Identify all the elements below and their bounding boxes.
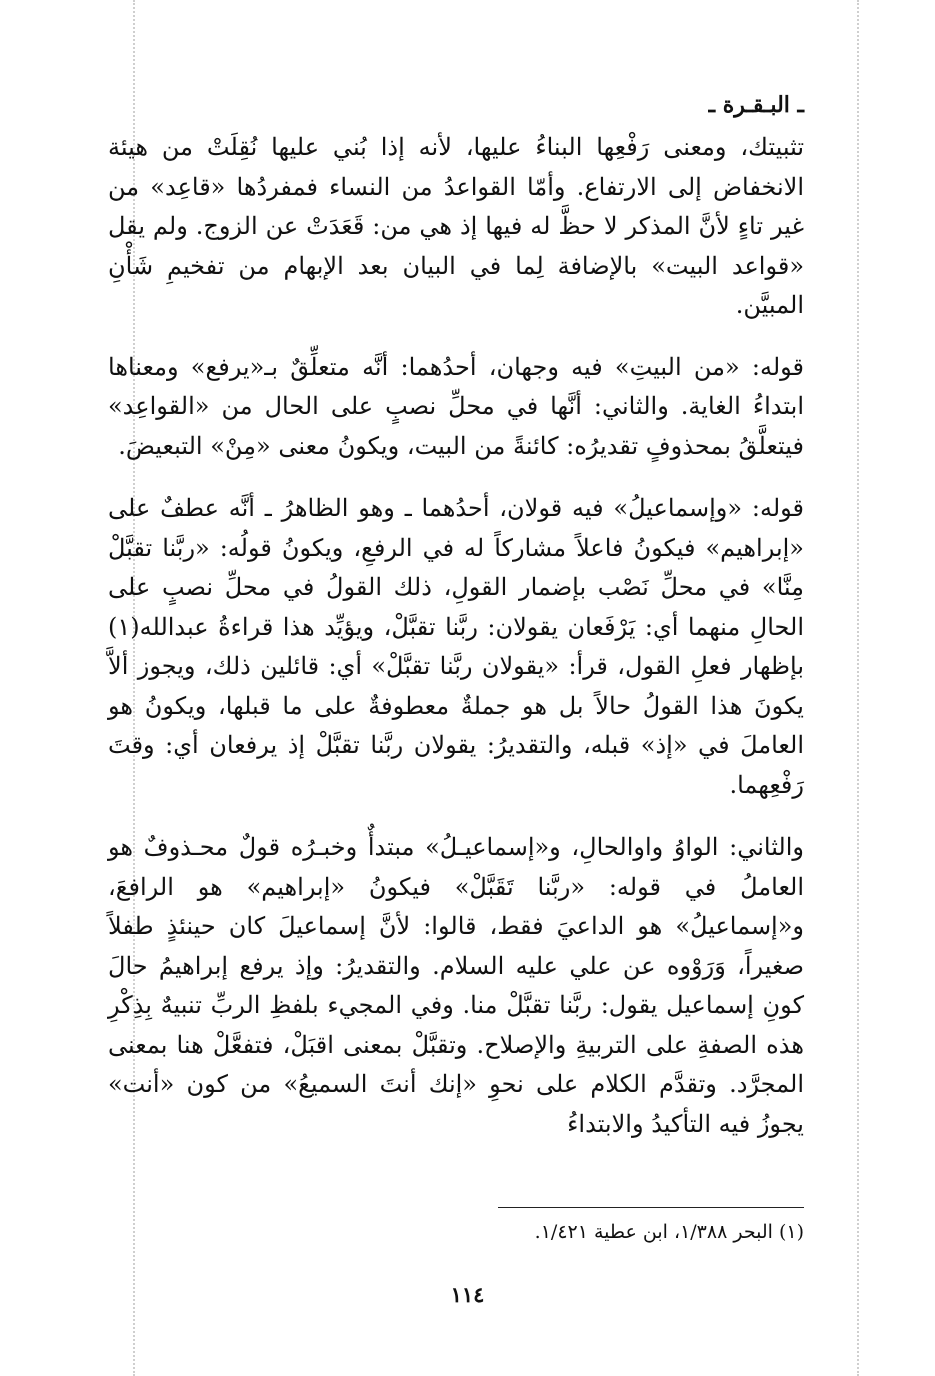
footnote: (١) البحر ١/٣٨٨، ابن عطية ١/٤٢١. <box>534 1221 804 1243</box>
paragraph-3: قوله: «وإسماعيلُ» فيه قولان، أحدُهما ـ وهو الظاهرُ ـ أنَّه عطفٌ على «إبراهيم» فيكونُ فاعلاً مشاركاً له في الرفعِ، ويكونُ قولُه: «ربَّنا تقبَّلْ مِنَّا» في محلِّ نَصْب بإضمار القولِ، ذلك القولُ في محلِّ نصبٍ على الحالِ منهما أي: يَرْفَعان يقولان: ربَّنا تقبَّلْ، ويؤيِّد هذا قراءةُ عبدالله(١) بإظهار فعلِ القول، قرأ: «يقولان ربَّنا تقبَّلْ» أي: قائلين ذلك، ويجوز ألاَّ يكونَ هذا القولُ حالاً بل هو جملةٌ معطوفةٌ على ما قبلها، ويكونُ هو العاملَ في «إذ» قبله، والتقديرُ: يقولان ربَّنا تقبَّلْ إذ يرفعان أي: وقتَ رَفْعِهما. <box>108 494 805 799</box>
running-header: ـ البـقـرة ـ <box>708 92 804 118</box>
footnote-separator <box>498 1207 804 1208</box>
paragraph-4: والثاني: الواوُ واوالحالِ، و«إسماعيـلُ» مبتدأٌ وخبـرُه قولٌ محـذوفٌ هو العاملُ في قوله: «ربَّنا تَقَبَّلْ» فيكونُ «إبراهيم» هو الرافعَ، و«إسماعيلُ» هو الداعيَ فقط، قالوا: لأنَّ إسماعيلَ كان حينئذٍ طفلاً صغيراً، وَرَوْوه عن علي عليه السلام. والتقديرُ: وإذ يرفع إبراهيمُ حالَ كونِ إسماعيل يقول: ربَّنا تقبَّلْ منا. وفي المجيء بلفظِ الربِّ تنبيهٌ بِذِكْرِ هذه الصفةِ على التربيةِ والإصلاح. وتقبَّلْ بمعنى اقبَلْ، فتفعَّلْ هنا بمعنى المجرَّد. وتقدَّم الكلام على نحوِ «إنك أنتَ السميعُ» من كون «أنت» يجوزُ فيه التأكيدُ والابتداءُ <box>108 833 804 1138</box>
paragraph-2: قوله: «من البيتِ» فيه وجهان، أحدُهما: أنَّه متعلِّقٌ بـ«يرفع» ومعناها ابتداءُ الغاية. والثاني: أنَّها في محلِّ نصبٍ على الحال من «القواعِد» فيتعلَّقُ بمحذوفٍ تقديرُه: كائنةً من البيت، ويكونُ معنى «مِنْ» التبعيضَ. <box>108 352 804 460</box>
page-number: ١١٤ <box>450 1282 485 1307</box>
paragraph-1: تثبيتك، ومعنى رَفْعِها البناءُ عليها، لأنه إذا بُني عليها نُقِلَتْ من هيئة الانخفاض إلى الارتفاع. وأمّا القواعدُ من النساء فمفردُها «قاعِد» من غير تاءٍ لأنَّ المذكر لا حظَّ له فيها إذ هي من: قَعَدَتْ عن الزوج. ولم يقل «قواعد البيت» بالإضافة لِما في البيان بعد الإبهام من تفخيمِ شَأْنِ المبيَّن. <box>108 133 804 319</box>
margin-guide-right <box>857 0 859 1376</box>
page-body <box>108 88 804 1167</box>
